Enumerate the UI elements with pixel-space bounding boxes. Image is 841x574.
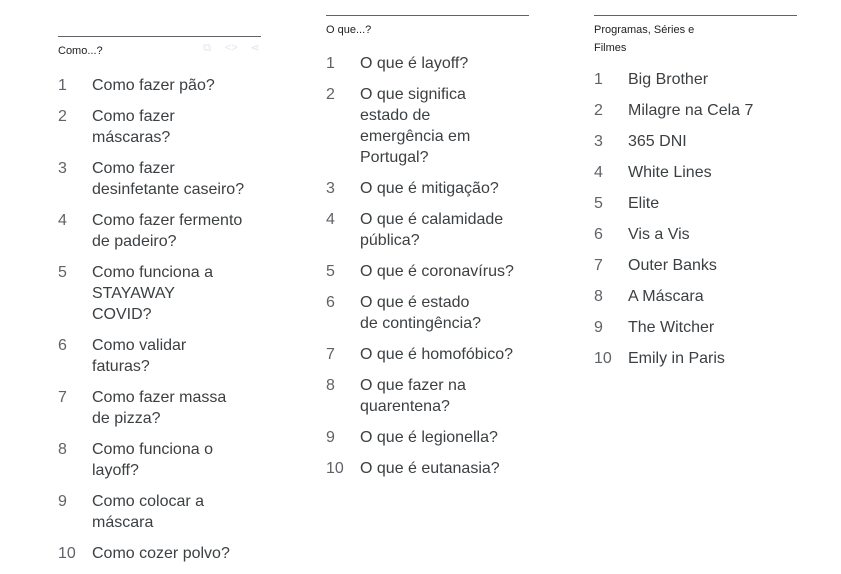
search-term: Como fazer massa de pizza? bbox=[92, 389, 227, 427]
rank-number: 6 bbox=[58, 337, 67, 354]
list-item[interactable] bbox=[58, 491, 261, 533]
rank-number: 10 bbox=[58, 545, 76, 562]
search-term: O que é layoff? bbox=[360, 55, 469, 72]
code-icon[interactable]: <> bbox=[225, 42, 238, 54]
search-term: O que é homofóbico? bbox=[360, 346, 513, 363]
list-item[interactable] bbox=[594, 100, 797, 121]
list-item[interactable] bbox=[594, 193, 797, 214]
list-item[interactable] bbox=[58, 262, 261, 325]
search-term: O que é legionella? bbox=[360, 429, 498, 446]
rank-number: 2 bbox=[326, 86, 335, 103]
search-term: O que é estado de contingência? bbox=[360, 294, 481, 332]
column-title: Programas, Séries e Filmes bbox=[594, 24, 695, 54]
ranked-list bbox=[58, 75, 261, 564]
rank-number: 8 bbox=[594, 288, 603, 305]
header-actions bbox=[201, 42, 261, 54]
column-header bbox=[326, 21, 529, 39]
search-term: O que fazer na quarentena? bbox=[360, 377, 466, 415]
rank-number: 10 bbox=[594, 350, 612, 367]
column-divider bbox=[594, 15, 797, 16]
rank-number: 9 bbox=[326, 429, 335, 446]
list-item[interactable] bbox=[594, 162, 797, 183]
rank-number: 6 bbox=[326, 294, 335, 311]
search-term: Vis a Vis bbox=[628, 226, 690, 243]
column-divider bbox=[58, 36, 261, 37]
list-item[interactable] bbox=[58, 335, 261, 377]
list-item[interactable] bbox=[594, 69, 797, 90]
search-term: White Lines bbox=[628, 164, 712, 181]
list-item[interactable] bbox=[58, 158, 261, 200]
rank-number: 3 bbox=[326, 180, 335, 197]
column-title: O que...? bbox=[326, 24, 372, 36]
search-term: Como validar faturas? bbox=[92, 337, 187, 375]
share-icon[interactable]: ⋖ bbox=[250, 42, 260, 54]
search-term: O que significa estado de emergência em Portugal? bbox=[360, 86, 471, 166]
list-item[interactable] bbox=[326, 261, 529, 282]
rank-number: 3 bbox=[594, 133, 603, 150]
list-item[interactable] bbox=[326, 458, 529, 479]
list-item[interactable] bbox=[326, 427, 529, 448]
search-term: Como fazer pão? bbox=[92, 77, 215, 94]
rank-number: 7 bbox=[594, 257, 603, 274]
search-term: Como fazer desinfetante caseiro? bbox=[92, 160, 245, 198]
search-term: Big Brother bbox=[628, 71, 709, 88]
list-item[interactable] bbox=[594, 131, 797, 152]
list-item[interactable] bbox=[594, 286, 797, 307]
list-item[interactable] bbox=[326, 178, 529, 199]
rank-number: 5 bbox=[58, 264, 67, 281]
search-term: O que é coronavírus? bbox=[360, 263, 514, 280]
rank-number: 8 bbox=[58, 441, 67, 458]
ranked-list bbox=[594, 69, 797, 369]
list-item[interactable] bbox=[58, 210, 261, 252]
rank-number: 4 bbox=[594, 164, 603, 181]
search-term: Como fazer máscaras? bbox=[92, 108, 175, 146]
column-o-que bbox=[326, 15, 529, 489]
rank-number: 10 bbox=[326, 460, 344, 477]
list-item[interactable] bbox=[594, 348, 797, 369]
list-item[interactable] bbox=[326, 53, 529, 74]
list-item[interactable] bbox=[326, 375, 529, 417]
list-item[interactable] bbox=[58, 439, 261, 481]
list-item[interactable] bbox=[58, 106, 261, 148]
search-term: Como colocar a máscara bbox=[92, 493, 205, 531]
rank-number: 6 bbox=[594, 226, 603, 243]
list-item[interactable] bbox=[326, 84, 529, 168]
list-item[interactable] bbox=[58, 543, 261, 564]
search-term: O que é eutanasia? bbox=[360, 460, 500, 477]
rank-number: 2 bbox=[594, 102, 603, 119]
search-term: The Witcher bbox=[628, 319, 715, 336]
list-item[interactable] bbox=[594, 317, 797, 338]
column-header bbox=[594, 21, 704, 57]
rank-number: 4 bbox=[326, 211, 335, 228]
search-term: Emily in Paris bbox=[628, 350, 725, 367]
rank-number: 8 bbox=[326, 377, 335, 394]
rank-number: 5 bbox=[326, 263, 335, 280]
search-term: Como funciona a STAYAWAY COVID? bbox=[92, 264, 213, 323]
rank-number: 3 bbox=[58, 160, 67, 177]
list-item[interactable] bbox=[58, 387, 261, 429]
search-term: A Máscara bbox=[628, 288, 704, 305]
column-programas bbox=[594, 15, 797, 379]
rank-number: 9 bbox=[594, 319, 603, 336]
search-term: Como fazer fermento de padeiro? bbox=[92, 212, 243, 250]
column-como bbox=[58, 36, 261, 574]
list-item[interactable] bbox=[594, 224, 797, 245]
search-term: Outer Banks bbox=[628, 257, 717, 274]
rank-number: 1 bbox=[326, 55, 335, 72]
rank-number: 1 bbox=[594, 71, 603, 88]
column-header bbox=[58, 42, 261, 60]
list-item[interactable] bbox=[326, 209, 529, 251]
embed-icon[interactable]: ⧉ bbox=[203, 42, 211, 54]
search-term: Como cozer polvo? bbox=[92, 545, 230, 562]
search-term: O que é calamidade pública? bbox=[360, 211, 504, 249]
search-term: Como funciona o layoff? bbox=[92, 441, 213, 479]
column-title: Como...? bbox=[58, 45, 103, 57]
rank-number: 7 bbox=[326, 346, 335, 363]
ranked-list bbox=[326, 53, 529, 479]
search-term: Elite bbox=[628, 195, 660, 212]
rank-number: 4 bbox=[58, 212, 67, 229]
search-term: O que é mitigação? bbox=[360, 180, 499, 197]
list-item[interactable] bbox=[58, 75, 261, 96]
rank-number: 9 bbox=[58, 493, 67, 510]
list-item[interactable] bbox=[326, 344, 529, 365]
rank-number: 1 bbox=[58, 77, 67, 94]
rank-number: 7 bbox=[58, 389, 67, 406]
rank-number: 2 bbox=[58, 108, 67, 125]
list-item[interactable] bbox=[594, 255, 797, 276]
column-divider bbox=[326, 15, 529, 16]
rank-number: 5 bbox=[594, 195, 603, 212]
search-term: 365 DNI bbox=[628, 133, 687, 150]
search-term: Milagre na Cela 7 bbox=[628, 102, 754, 119]
list-item[interactable] bbox=[326, 292, 529, 334]
